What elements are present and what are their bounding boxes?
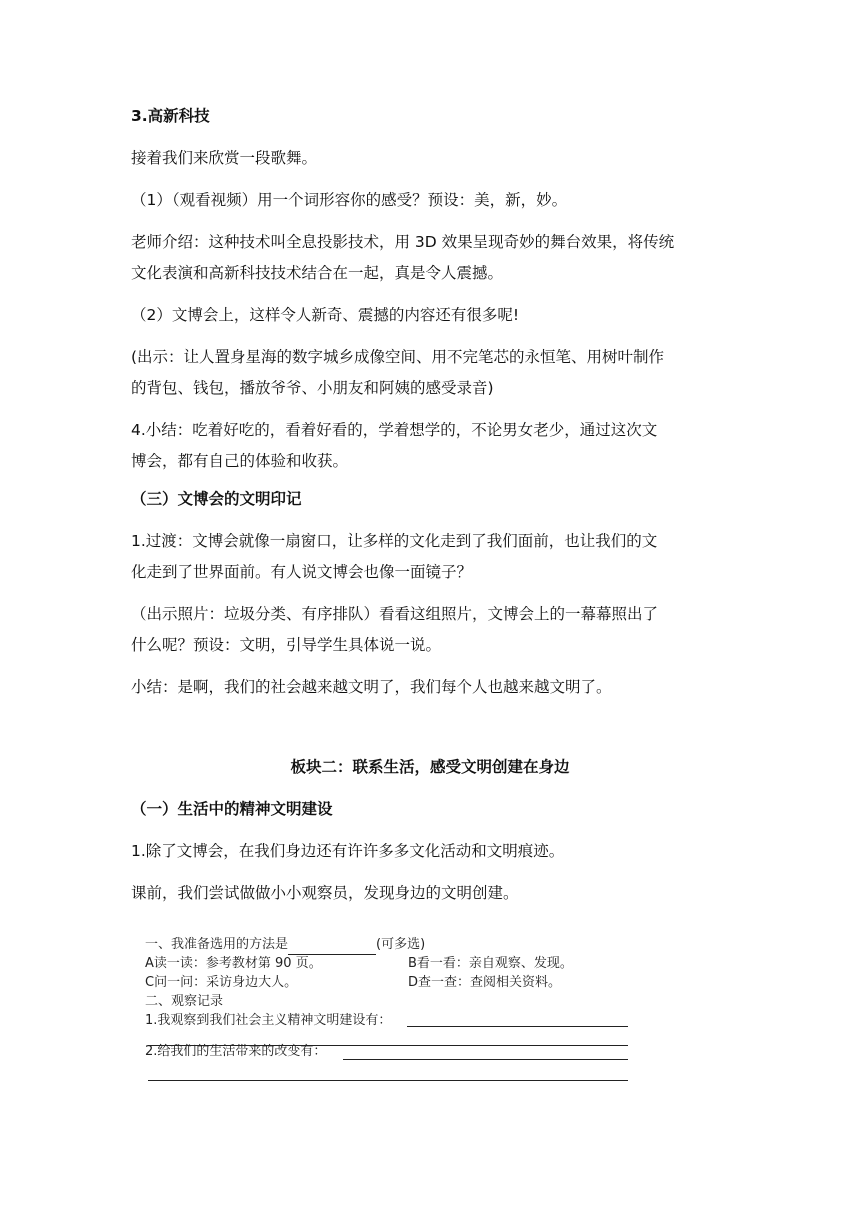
section-3-title: 3.高新科技 [131,107,210,125]
worksheet-method-line [145,935,425,955]
paragraph-photo-line-1: （出示照片：垃圾分类、有序排队）看看这组照片，文博会上的一幕幕照出了 [131,605,659,623]
heading-section-one: （一）生活中的精神文明建设 [131,800,333,818]
paragraph-transition-line-2: 化走到了世界面前。有人说文博会也像一面镜子？ [131,563,473,581]
worksheet-q2-answer-line-1 [343,1059,628,1060]
paragraph-summary-4-line-1: 4.小结：吃着好吃的，看着好看的，学着想学的，不论男女老少，通过这次文 [131,421,658,439]
worksheet-method-blank [288,940,376,955]
paragraph-summary-4-line-2: 博会，都有自己的体验和收获。 [131,452,349,470]
paragraph-intro: 接着我们来欣赏一段歌舞。 [131,149,318,167]
worksheet-method-label: 一、我准备选用的方法是 [145,937,289,952]
paragraph-besides: 1.除了文博会，在我们身边还有许许多多文化活动和文明痕迹。 [131,842,565,860]
paragraph-summary-end: 小结：是啊，我们的社会越来越文明了，我们每个人也越来越文明了。 [131,678,612,696]
worksheet-question-2: 2.给我们的生活带来的改变有： [145,1044,327,1059]
paragraph-show-line-1: (出示：让人置身星海的数字城乡成像空间、用不完笔芯的永恒笔、用树叶制作 [131,348,665,366]
worksheet-option-c: C问一问：采访身边大人。 [145,975,298,990]
worksheet-q1-answer-line-1 [407,1026,628,1027]
worksheet-q2-answer-line-2 [148,1080,628,1081]
block-two-title: 板块二：联系生活，感受文明创建在身边 [290,758,570,776]
worksheet-option-a: A读一读：参考教材第 90 页。 [145,956,322,971]
paragraph-teacher-line-1: 老师介绍：这种技术叫全息投影技术，用 3D 效果呈现奇妙的舞台效果，将传统 [131,233,675,251]
worksheet-section-2: 二、观察记录 [145,994,224,1009]
paragraph-photo-line-2: 什么呢？预设：文明，引导学生具体说一说。 [131,636,442,654]
paragraph-before-class: 课前，我们尝试做做小小观察员，发现身边的文明创建。 [131,884,519,902]
worksheet-option-b: B看一看：亲自观察、发现。 [408,956,573,971]
paragraph-teacher-line-2: 文化表演和高新科技技术结合在一起，真是令人震撼。 [131,264,504,282]
worksheet-method-suffix: (可多选) [376,937,426,952]
worksheet-option-d: D查一查：查阅相关资料。 [408,975,562,990]
observation-worksheet-image [145,935,635,1085]
paragraph-question-2: （2）文博会上，这样令人新奇、震撼的内容还有很多呢! [131,306,520,324]
worksheet-question-1: 1.我观察到我们社会主义精神文明建设有： [145,1013,392,1028]
paragraph-show-line-2: 的背包、钱包，播放爷爷、小朋友和阿姨的感受录音) [131,379,494,397]
paragraph-question-1: （1）（观看视频）用一个词形容你的感受？预设：美，新，妙。 [131,191,568,209]
paragraph-transition-line-1: 1.过渡：文博会就像一扇窗口，让多样的文化走到了我们面前，也让我们的文 [131,532,658,550]
heading-section-three: （三）文博会的文明印记 [131,490,302,508]
